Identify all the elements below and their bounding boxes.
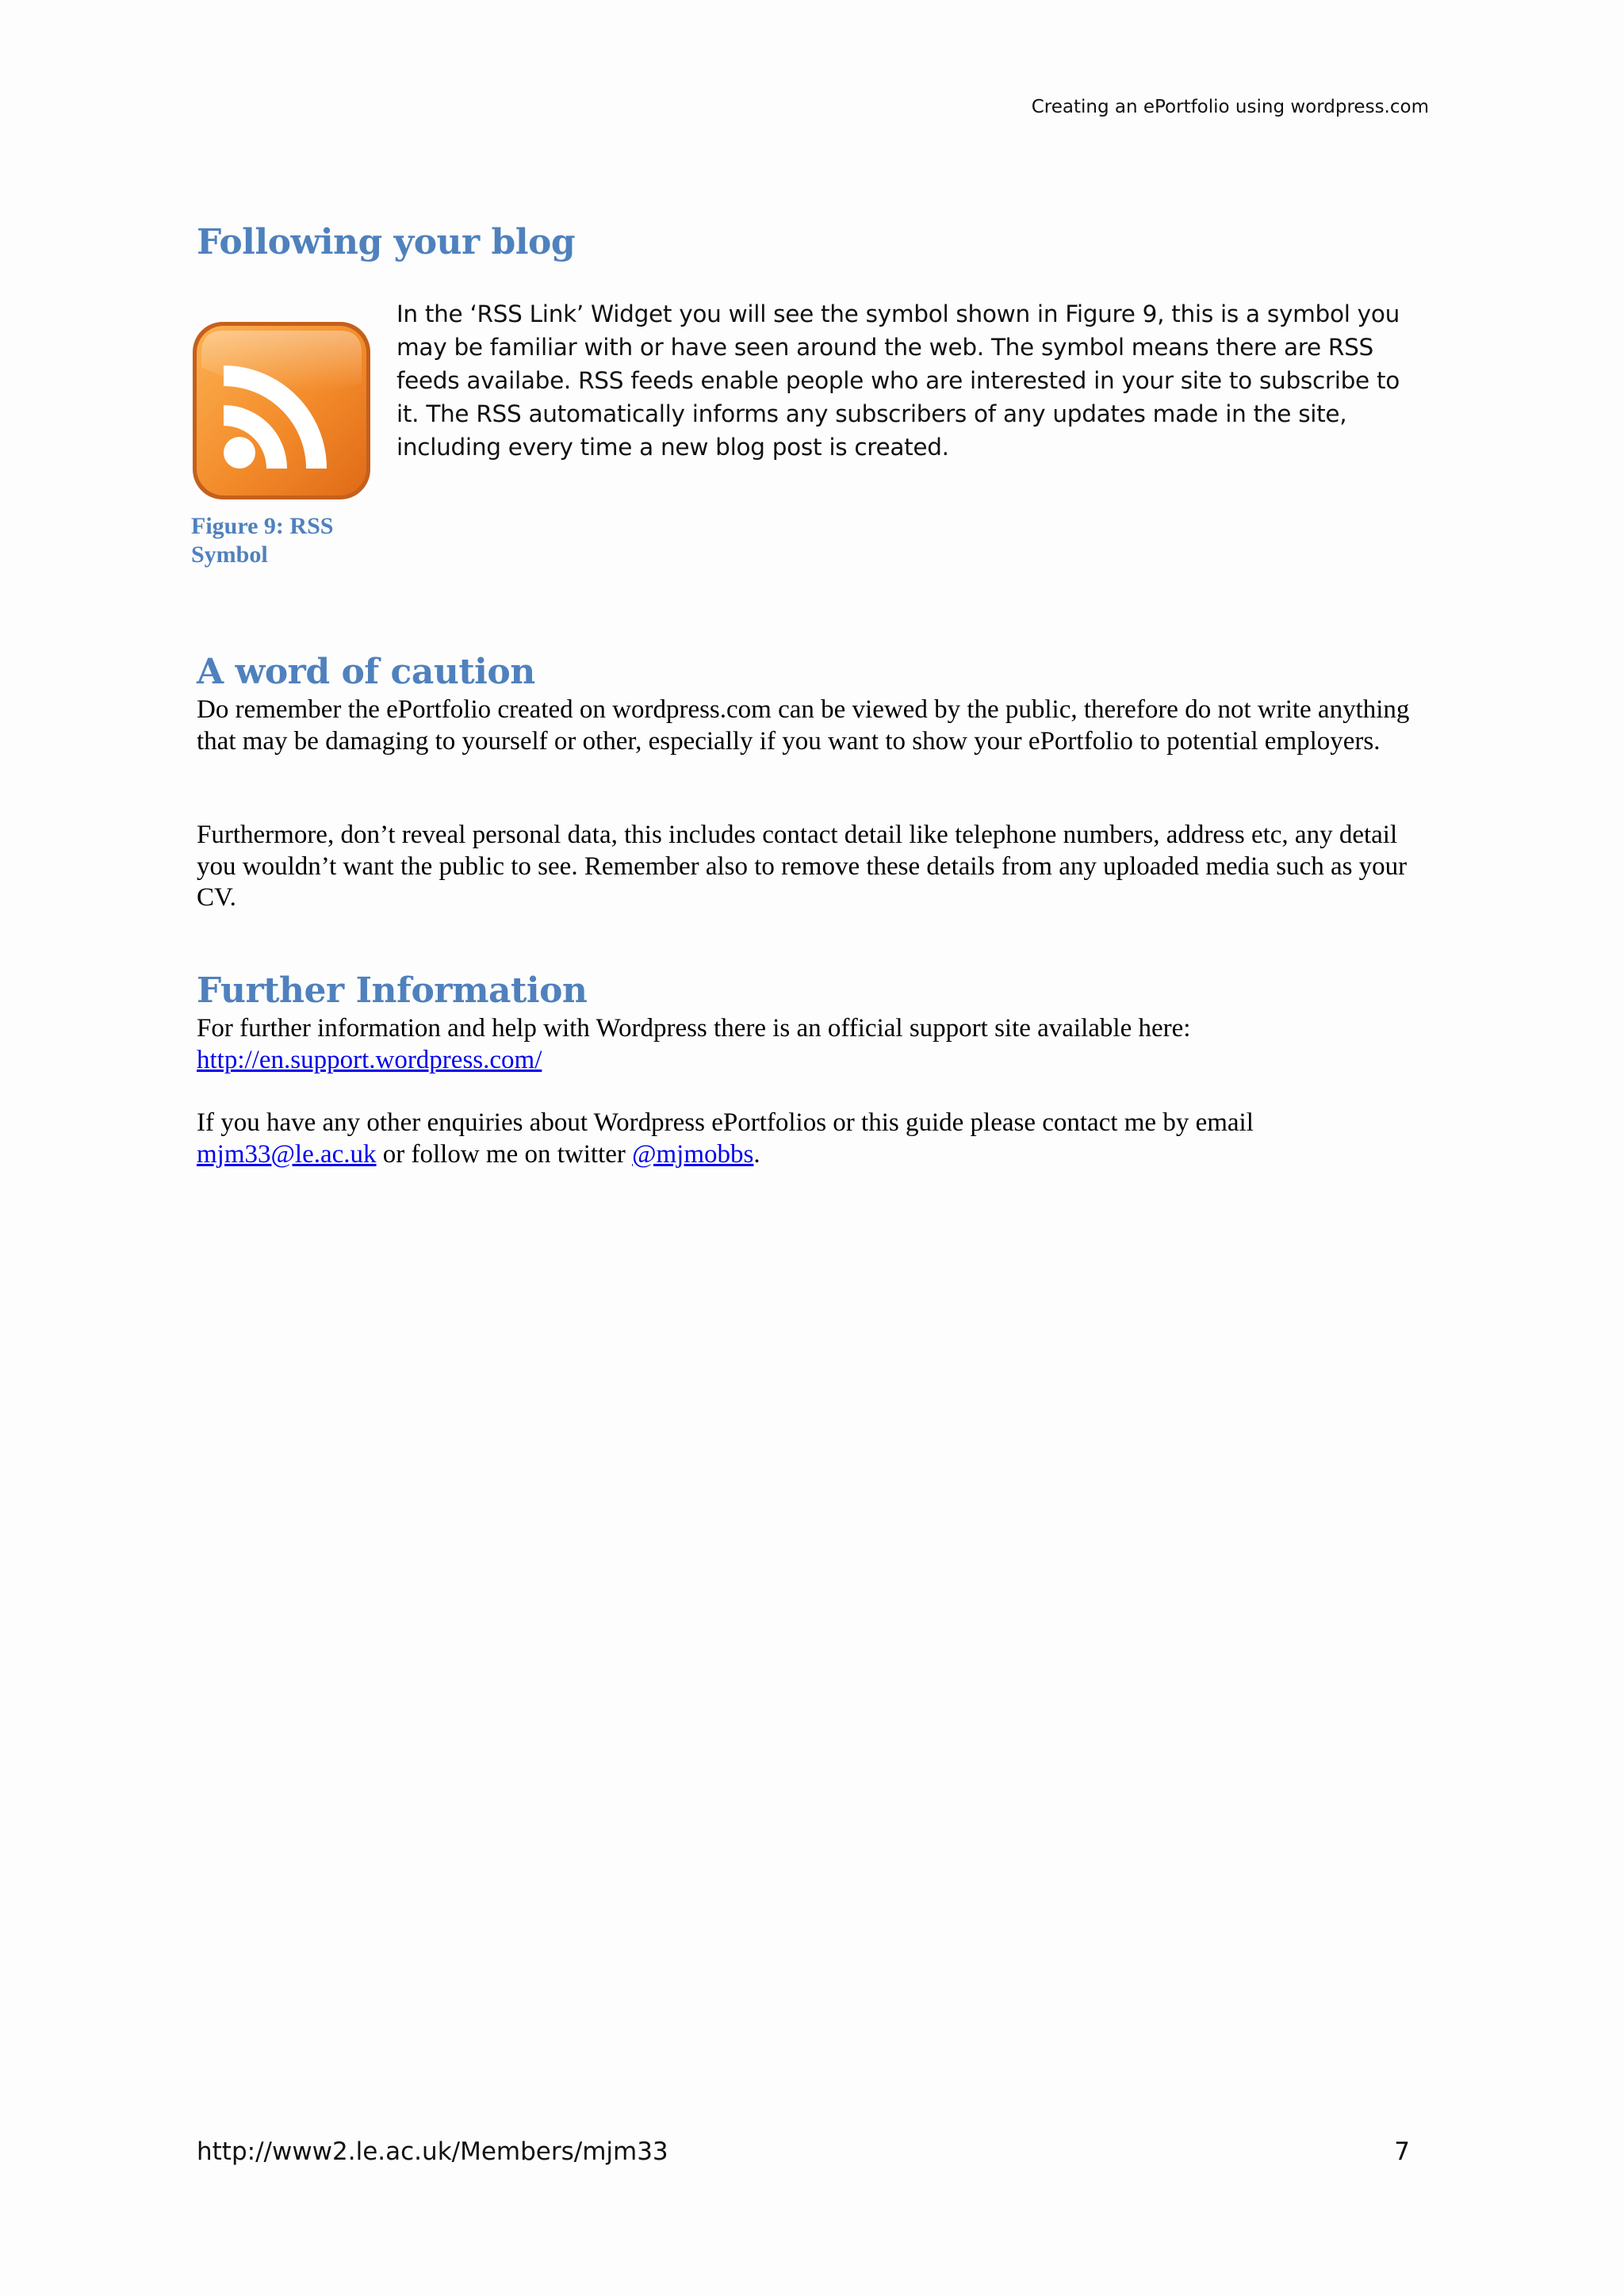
footer-url: http://www2.le.ac.uk/Members/mjm33 xyxy=(197,2137,668,2166)
section-heading-following: Following your blog xyxy=(197,222,576,262)
page-number: 7 xyxy=(1394,2137,1410,2166)
twitter-link[interactable]: @mjmobbs xyxy=(632,1139,754,1169)
caution-paragraph-2: Furthermore, don’t reveal personal data, this includes contact detail like telephone numbers, address etc, any detail you wouldn’t want the public to see. Remember also to remove these details from any uploaded media such as your CV. xyxy=(197,821,1408,912)
email-link[interactable]: mjm33@le.ac.uk xyxy=(197,1139,377,1169)
sentence-end: . xyxy=(753,1139,760,1169)
contact-text: If you have any other enquiries about Wordpress ePortfolios or this guide please contact me by email xyxy=(197,1108,1254,1137)
twitter-text: or follow me on twitter xyxy=(382,1139,626,1169)
further-info-paragraph-2 xyxy=(197,1108,1418,1170)
support-site-link[interactable]: http://en.support.wordpress.com/ xyxy=(197,1045,542,1074)
rss-intro-paragraph: In the ‘RSS Link’ Widget you will see the symbol shown in Figure 9, this is a symbol you may be familiar with or have seen around the web. The symbol means there are RSS feeds availabe. RSS feeds enable people who are interested in your site to subscribe to it. The RSS automatically informs any subscribers of any updates made in the site, including every time a new blog post is created. xyxy=(396,300,1400,461)
further-info-paragraph-1 xyxy=(197,1013,1418,1076)
running-header: Creating an ePortfolio using wordpress.com xyxy=(1031,97,1429,117)
figure-caption: Figure 9: RSS Symbol xyxy=(191,513,334,568)
further-info-text: For further information and help with Wordpress there is an official support site available here: xyxy=(197,1014,1191,1043)
caution-paragraph-1: Do remember the ePortfolio created on wordpress.com can be viewed by the public, therefore do not write anything that may be damaging to yourself or other, especially if you want to show your ePortfolio to potential employers. xyxy=(197,695,1410,756)
section-heading-caution: A word of caution xyxy=(197,652,535,692)
rss-feed-icon xyxy=(190,320,373,502)
section-heading-further-information: Further Information xyxy=(197,970,588,1011)
